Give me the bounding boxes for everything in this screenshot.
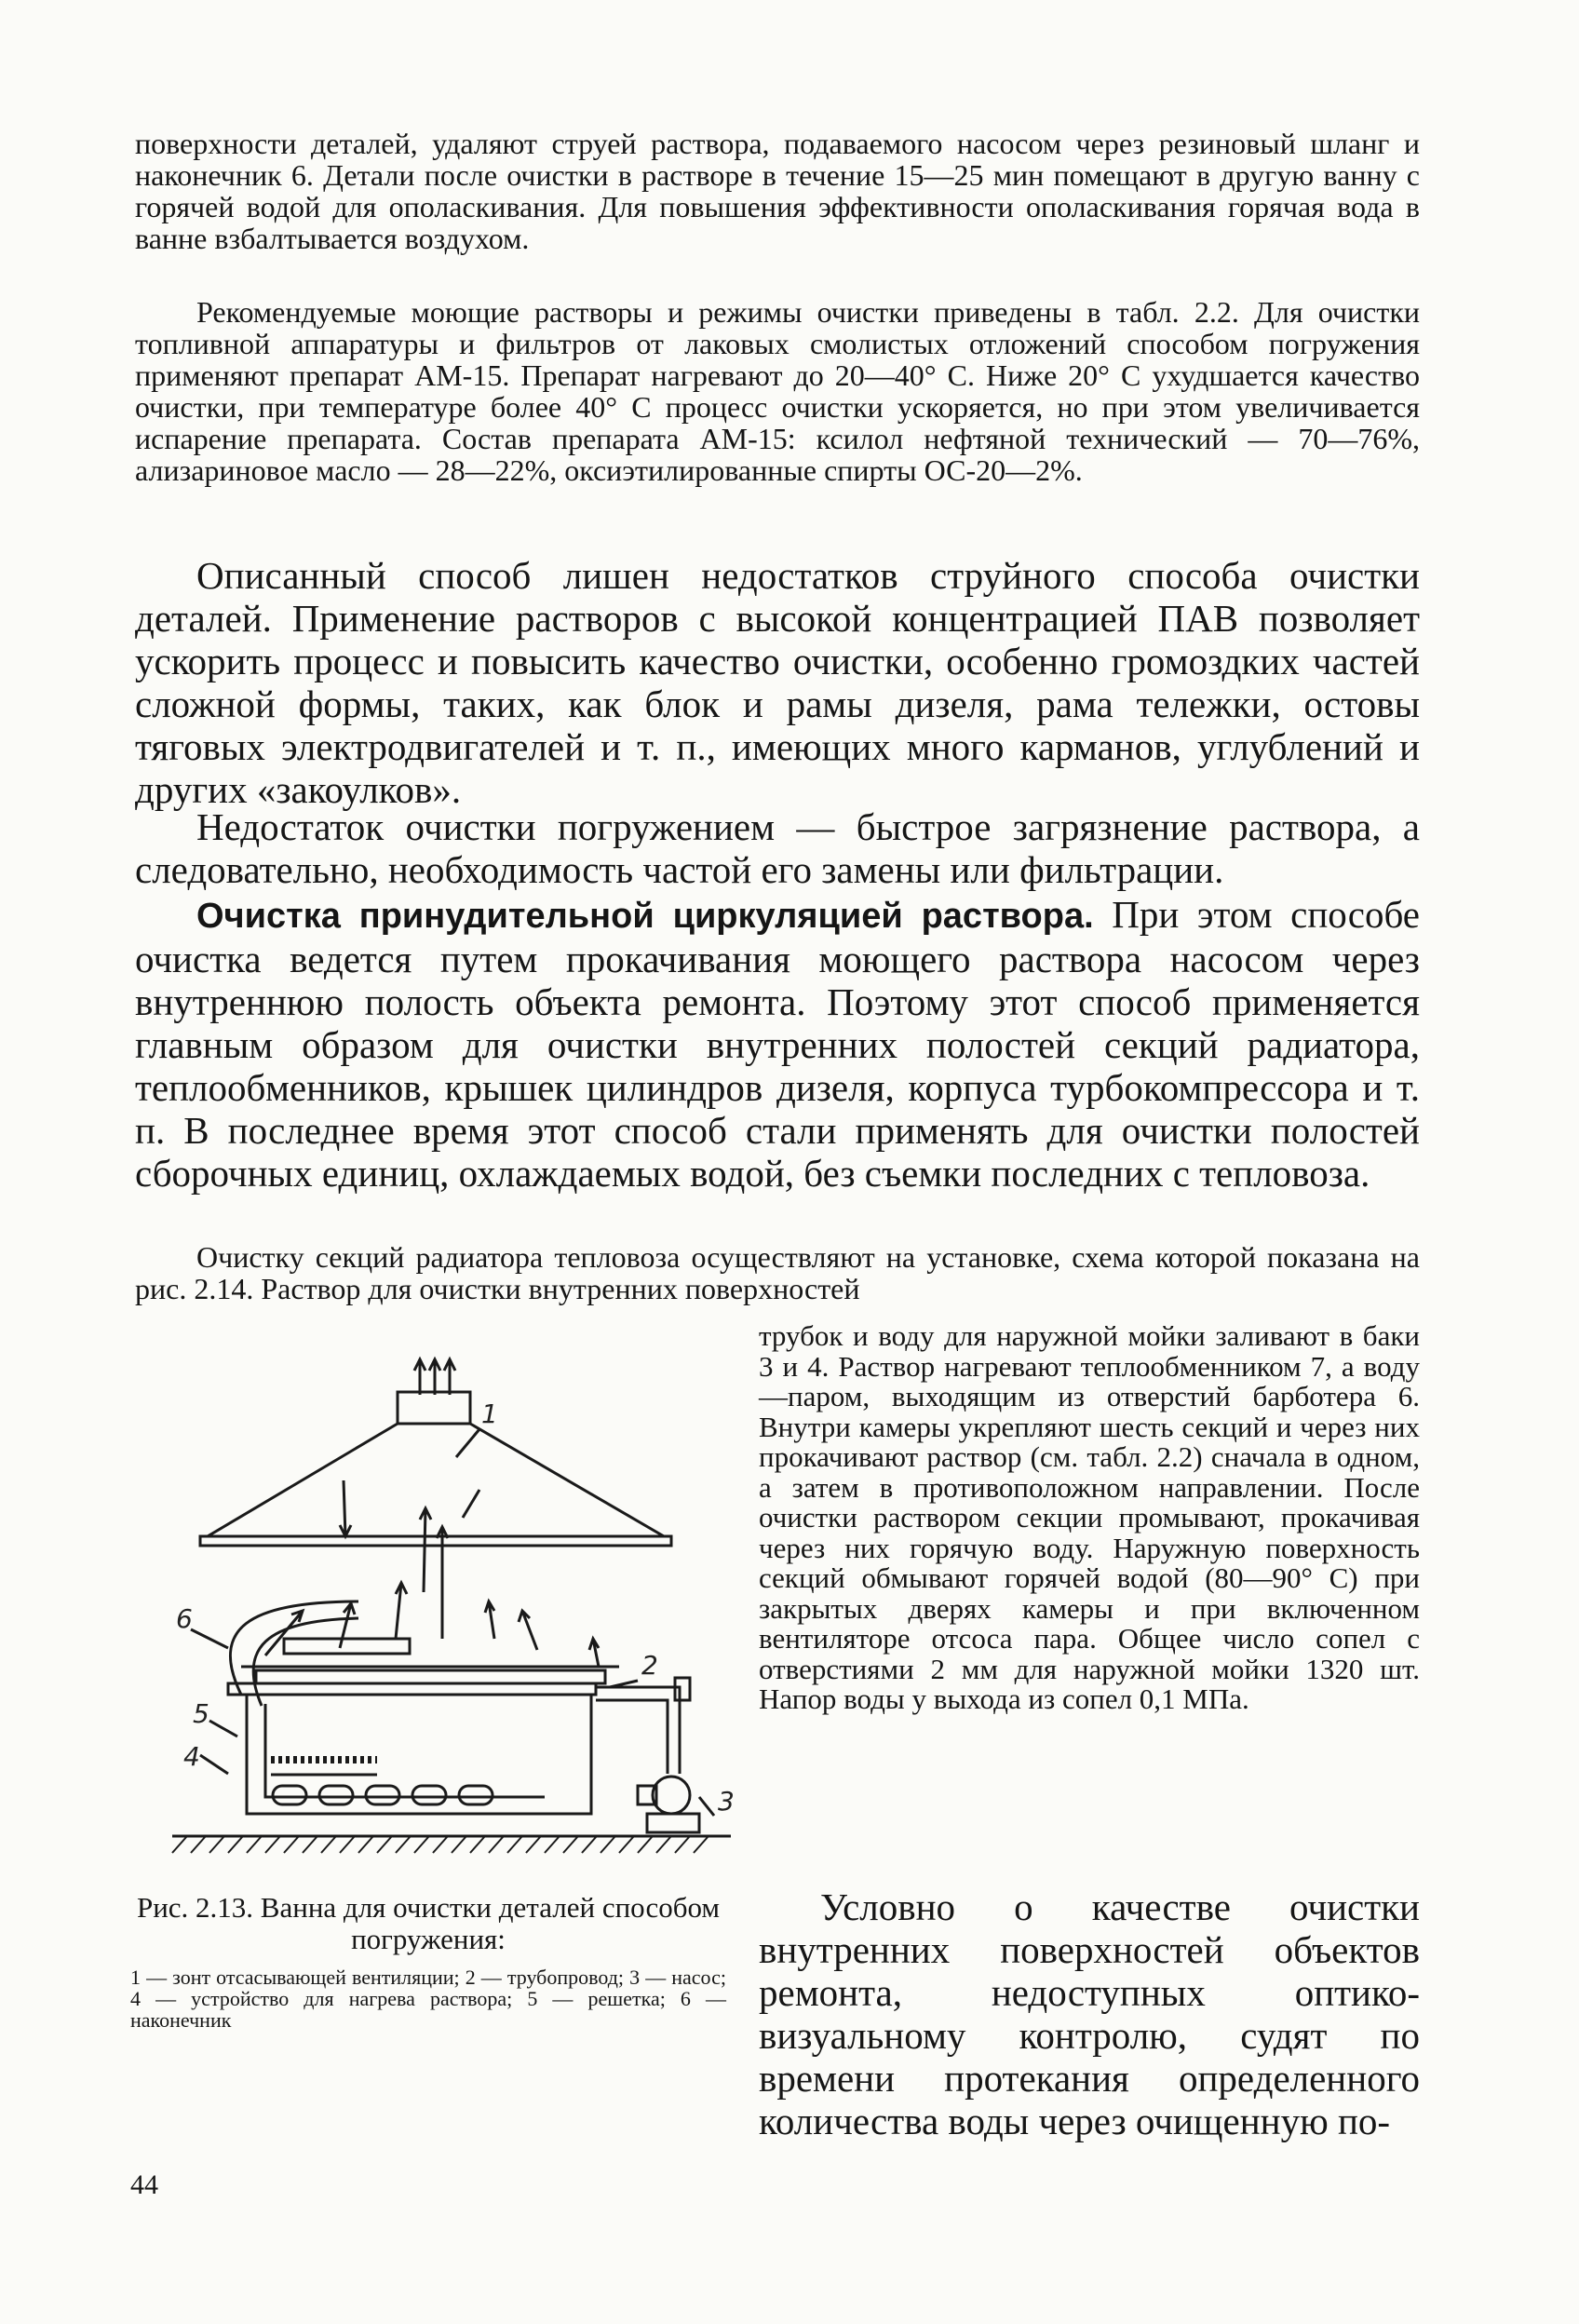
label-4: 4 — [183, 1741, 200, 1772]
paragraph-continuation: поверхности деталей, удаляют струей раствора, подаваемого насосом через резиновый шланг и наконечник 6. Детали после очистки в растворе в течение 15—25 мин помещают в другую ванну с горячей водой для ополаскивания. Для повышения эффективности ополаскивания горячая вода в ванне взбалтывается воздухом. — [135, 127, 1420, 255]
label-6: 6 — [176, 1603, 193, 1634]
label-2: 2 — [641, 1650, 658, 1681]
paragraph-quality-control: Условно о качестве очистки внутренних поверхностей объектов ремонта, недоступных оптико-визуальному контролю, судят по времени протекания определенного количества воды через очищенную по- — [759, 1885, 1420, 2142]
figure-caption — [130, 1892, 726, 2031]
paragraph-method-advantages: Описанный способ лишен недостатков струйного способа очистки деталей. Применение растворов с высокой концентрацией ПАВ позволяет ускорить процесс и повысить качество очистки, особенно громоздких частей сложной формы, таких, как блок и рамы дизеля, рама тележки, остовы тяговых электродвигателей и т. п., имеющих много карманов, углублений и других «закоулков». — [135, 554, 1420, 811]
paragraph-radiator-continued: трубок и воду для наружной мойки заливают в баки 3 и 4. Раствор нагревают теплообменником 7, а воду—паром, выходящим из отверстий барботера 6. Внутри камеры укрепляют шесть секций и через них прокачивают раствор (см. табл. 2.2) сначала в одном, а затем в противоположном направлении. После очистки раствором секции промывают, прокачивая через них горячую воду. Наружную поверхность секций обмывают горячей водой (80—90° С) при закрытых дверях камеры и при включенном вентиляторе отсоса пара. Общее число сопел с отверстиями 2 мм для наружной мойки 1320 шт. Напор воды у выхода из сопел 0,1 МПа. — [759, 1319, 1420, 1715]
paragraph-detergents: Рекомендуемые моющие растворы и режимы очистки приведены в табл. 2.2. Для очистки топливной аппаратуры и фильтров от лаковых смолистых отложений способом погружения применяют препарат АМ-15. Препарат нагревают до 20—40° С. Ниже 20° С ухудшается качество очистки, при температуре более 40° С процесс очистки ускоряется, но при этом увеличивается испарение препарата. Состав препарата АМ-15: ксилол нефтяной технический — 70—76%, ализариновое масло — 28—22%, оксиэтилированные спирты ОС-20—2%. — [135, 295, 1420, 487]
label-1: 1 — [481, 1398, 498, 1429]
paragraph-forced-circulation — [135, 893, 1420, 1195]
paragraph-radiator-intro: Очистку секций радиатора тепловоза осуществляют на установке, схема которой показана на рис. 2.14. Раствор для очистки внутренних поверхностей — [135, 1240, 1420, 1305]
immersion-bath-diagram — [172, 1359, 735, 1890]
label-5: 5 — [193, 1698, 209, 1729]
caption-title: Рис. 2.13. Ванна для очистки деталей способом погружения: — [136, 1891, 721, 1955]
section-body: При этом способе очистка ведется путем прокачивания моющего раствора насосом через внутреннюю полость объекта ремонта. Поэтому этот способ применяется главным образом для очистки внутренних полостей секций радиатора, теплообменников, крышек цилиндров дизеля, корпуса турбокомпрессора и т. п. В последнее время этот способ стали применять для очистки полостей сборочных единиц, охлаждаемых водой, без съемки последних с тепловоза. — [135, 893, 1420, 1195]
paragraph-immersion-drawback: Недостаток очистки погружением — быстрое загрязнение раствора, а следовательно, необходимость частой его замены или фильтрации. — [135, 805, 1420, 891]
page-number: 44 — [130, 2169, 158, 2200]
section-heading: Очистка принудительной циркуляцией раствора. — [196, 897, 1094, 936]
label-3: 3 — [718, 1786, 735, 1817]
caption-legend: 1 — зонт отсасывающей вентиляции; 2 — трубопровод; 3 — насос; 4 — устройство для нагрева раствора; 5 — решетка; 6 — наконечник — [130, 1966, 726, 2032]
